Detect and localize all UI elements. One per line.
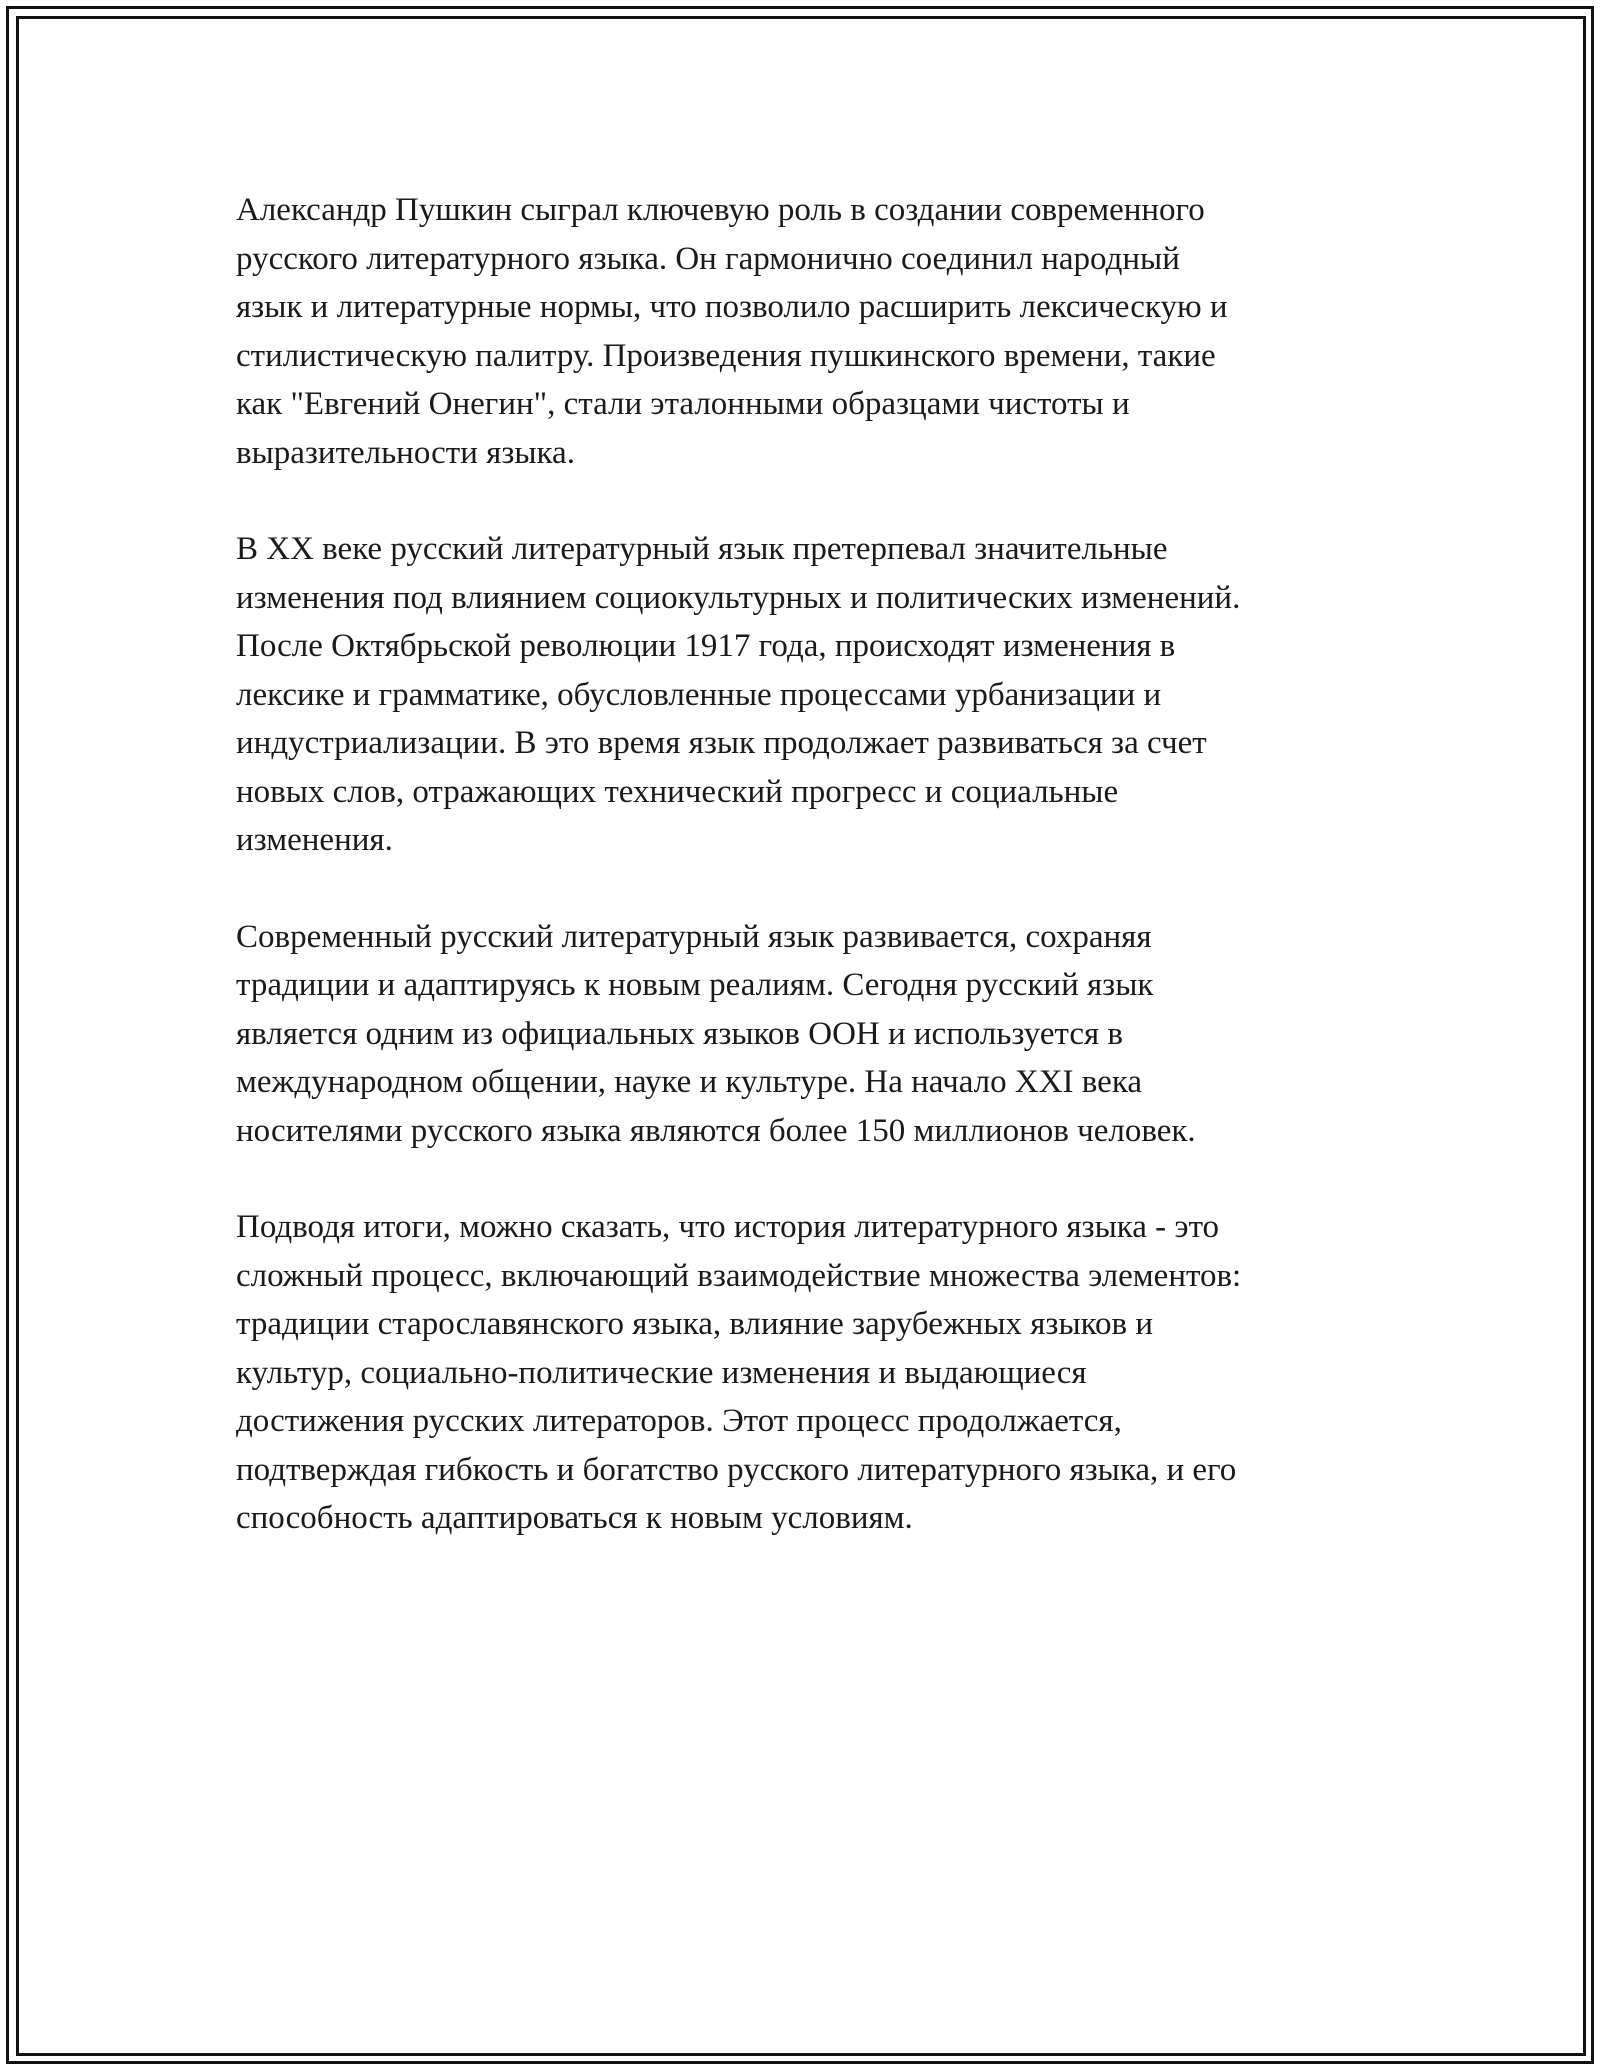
- paragraph-conclusion: Подводя итоги, можно сказать, что история литературного языка - это сложный процесс, включающий взаимодействие множества элементов: традиции старославянского языка, влияние зарубежных языков и культур, социально-политические изменения и выдающиеся достижения русских литераторов. Этот процесс продолжается, подтверждая гибкость и богатство русского литературного языка, и его способность адаптироваться к новым условиям.: [236, 1209, 1242, 1536]
- paragraph-modern-language: Современный русский литературный язык развивается, сохраняя традиции и адаптируясь к новым реалиям. Сегодня русский язык является одним из официальных языков ООН и используется в международном общении, науке и культуре. На начало XXI века носителями русского языка являются более 150 миллионов человек.: [236, 918, 1196, 1149]
- paragraph-twentieth-century: В XX веке русский литературный язык претерпевал значительные изменения под влиянием социокультурных и политических изменений. После Октябрьской революции 1917 года, происходят изменения в лексике и грамматике, обусловленные процессами урбанизации и индустриализации. В это время язык продолжает развиваться за счет новых слов, отражающих технический прогресс и социальные изменения.: [236, 531, 1241, 858]
- document-body: [236, 186, 1376, 1591]
- paragraph-pushkin: Александр Пушкин сыграл ключевую роль в создании современного русского литературного языка. Он гармонично соединил народный язык и литературные нормы, что позволило расширить лексическую и стилистическую палитру. Произведения пушкинского времени, такие как "Евгений Онегин", стали эталонными образцами чистоты и выразительности языка.: [236, 192, 1228, 471]
